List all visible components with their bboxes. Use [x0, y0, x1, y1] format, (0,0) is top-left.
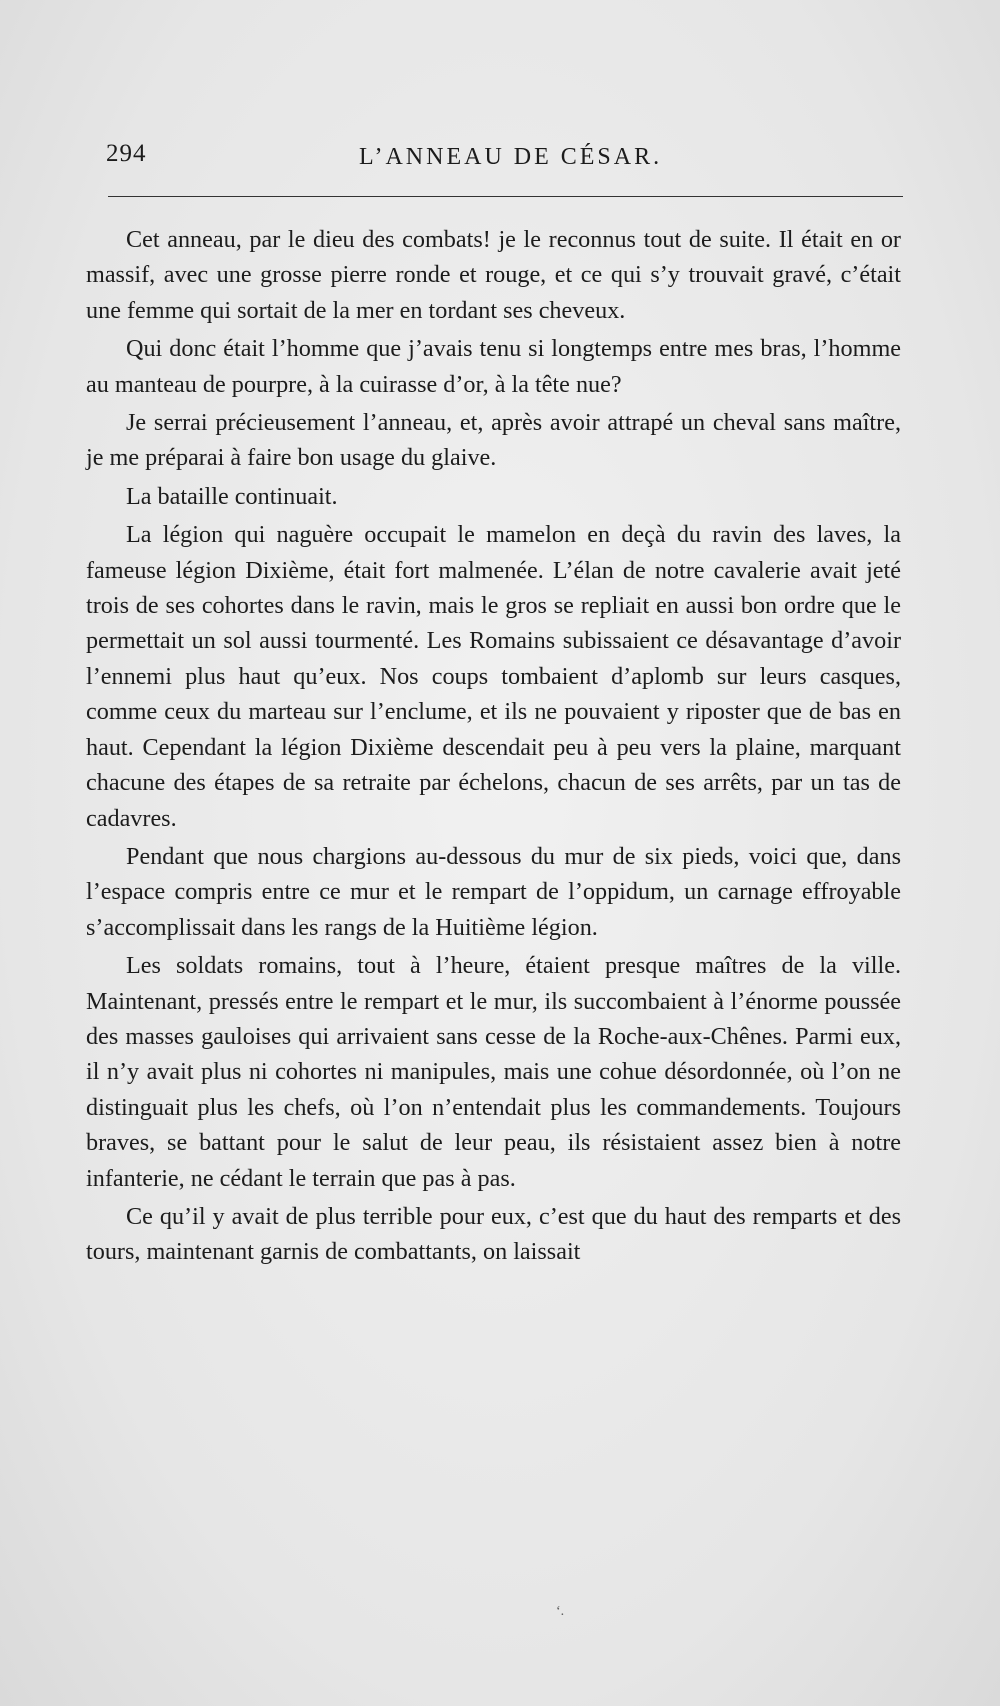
running-title: L’ANNEAU DE CÉSAR. — [359, 144, 663, 170]
paragraph: Les soldats romains, tout à l’heure, étaient presque maîtres de la ville. Maintenant, pressés entre le rempart et le mur, ils succombaient à l’énorme poussée des masses gauloises qui arrivaient sans cesse de la Roche-aux-Chênes. Parmi eux, il n’y avait plus ni cohortes ni manipules, mais une cohue désordonnée, où l’on ne distinguait plus les chefs, où l’on n’entendait plus les commandements. Toujours braves, se battant pour le salut de leur peau, ils résistaient assez bien à notre infanterie, ne cédant le terrain que pas à pas. — [86, 952, 901, 1192]
running-head — [104, 140, 904, 180]
paragraph: Qui donc était l’homme que j’avais tenu si longtemps entre mes bras, l’homme au manteau de pourpre, à la cuirasse d’or, à la tête nue? — [86, 335, 901, 398]
paragraph: Pendant que nous chargions au-dessous du mur de six pieds, voici que, dans l’espace compris entre ce mur et le rempart de l’oppidum, un carnage effroyable s’accomplissait dans les rangs de la Huitième légion. — [86, 842, 901, 941]
paragraph: Cet anneau, par le dieu des combats! je le reconnus tout de suite. Il était en or massif, avec une grosse pierre ronde et rouge, et ce qui s’y trouvait gravé, c’était une femme qui sortait de la mer en tordant ses cheveux. — [86, 226, 901, 324]
paragraph: Je serrai précieusement l’anneau, et, après avoir attrapé un cheval sans maître, je me préparai à faire bon usage du glaive. — [86, 409, 901, 472]
page-number: 294 — [106, 140, 147, 167]
body-text — [86, 222, 901, 1273]
header-rule — [108, 196, 903, 197]
paragraph: Ce qu’il y avait de plus terrible pour eux, c’est que du haut des remparts et des tours, maintenant garnis de combattants, on laissait — [86, 1202, 901, 1266]
paragraph: La légion qui naguère occupait le mamelon en deçà du ravin des laves, la fameuse légion Dixième, était fort malmenée. L’élan de notre cavalerie avait jeté trois de ses cohortes dans le ravin, mais le gros se repliait en aussi bon ordre que le permettait un sol aussi tourmenté. Les Romains subissaient ce désavantage d’avoir l’ennemi plus haut qu’eux. Nos coups tombaient d’aplomb sur leurs casques, comme ceux du marteau sur l’enclume, et ils ne pouvaient y riposter que de bas en haut. Cependant la légion Dixième descendait peu à peu vers la plaine, marquant chacune des étapes de sa retraite par échelons, chacun de ses arrêts, par un tas de cadavres. — [86, 521, 901, 832]
paragraph: La bataille continuait. — [126, 482, 338, 510]
printer-mark: ‘. — [556, 1604, 565, 1619]
